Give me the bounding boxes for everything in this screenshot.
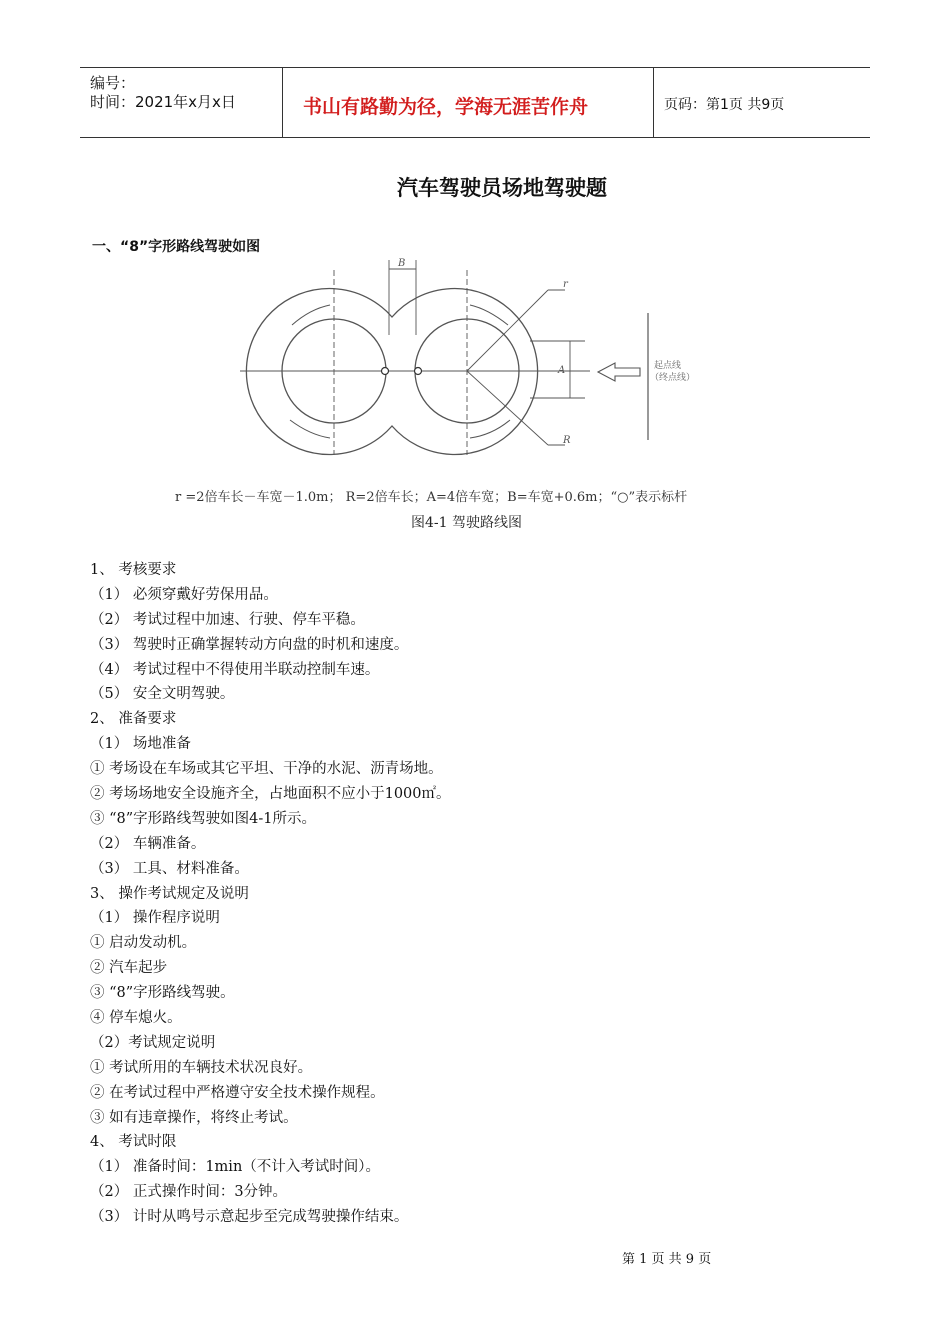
body-line: （2） 车辆准备。 [90, 835, 206, 852]
body-line: （2） 考试过程中加速、行驶、停车平稳。 [90, 611, 365, 628]
figure-8-route-diagram [230, 255, 730, 460]
body-line: （1） 必须穿戴好劳保用品。 [90, 586, 278, 603]
label-b: B [398, 258, 406, 269]
section-heading: 一、“8”字形路线驾驶如图 [92, 239, 261, 255]
figure-formula-caption: r =2倍车长－车宽－1.0m； R=2倍车长；A=4倍车宽；B=车宽+0.6m；“○”表示标杆 [175, 490, 688, 505]
direction-arrow-3 [290, 420, 330, 438]
body-line: （3） 驾驶时正确掌握转动方向盘的时机和速度。 [90, 636, 409, 653]
body-line: ③ “8”字形路线驾驶。 [90, 985, 235, 1002]
start-arrow-icon [598, 363, 640, 381]
body-line: ① 启动发动机。 [90, 935, 197, 952]
page-info: 页码：第1页 共9页 [664, 97, 785, 113]
body-line: （2）考试规定说明 [90, 1034, 216, 1051]
marker-pole-right [415, 368, 422, 375]
body-line: （3） 计时从鸣号示意起步至完成驾驶操作结束。 [90, 1209, 409, 1226]
body-line: 3、 操作考试规定及说明 [90, 885, 249, 902]
body-line: 1、 考核要求 [90, 562, 177, 578]
body-line: ② 汽车起步 [90, 960, 168, 977]
page-footer: 第 1 页 共 9 页 [622, 1252, 712, 1267]
page-title: 汽车驾驶员场地驾驶题 [397, 176, 607, 200]
body-line: ② 考场场地安全设施齐全，占地面积不应小于1000㎡。 [90, 786, 451, 803]
body-line: ③ 如有违章操作，将终止考试。 [90, 1109, 298, 1126]
label-a: A [558, 365, 566, 376]
body-line: 2、 准备要求 [90, 711, 177, 728]
body-line: （4） 考试过程中不得使用半联动控制车速。 [90, 661, 380, 678]
body-text [90, 558, 451, 1230]
number-label: 编号： [90, 74, 136, 92]
body-line: ① 考场设在车场或其它平坦、干净的水泥、沥青场地。 [90, 761, 443, 778]
direction-arrow-2 [470, 305, 508, 325]
header-table [80, 67, 870, 138]
label-end-line: （终点线） [650, 373, 696, 383]
big-r-leader [467, 371, 548, 445]
body-line: （2） 正式操作时间：3分钟。 [90, 1184, 288, 1201]
body-line: ② 在考试过程中严格遵守安全技术操作规程。 [90, 1084, 385, 1101]
header-meta-cell [80, 68, 283, 137]
time-label: 时间：2021年x月x日 [90, 93, 236, 111]
marker-pole-left [382, 368, 389, 375]
body-line: 4、 考试时限 [90, 1134, 177, 1151]
body-line: （1） 准备时间：1min（不计入考试时间）。 [90, 1159, 381, 1176]
label-r: r [563, 279, 568, 290]
body-line: ① 考试所用的车辆技术状况良好。 [90, 1059, 313, 1076]
body-line: （3） 工具、材料准备。 [90, 860, 249, 877]
body-line: ③ “8”字形路线驾驶如图4-1所示。 [90, 810, 317, 827]
motto-text: 书山有路勤为径，学海无涯苦作舟 [303, 96, 589, 118]
body-line: ④ 停车熄火。 [90, 1010, 182, 1027]
header-motto-cell [283, 68, 654, 137]
label-big-r: R [563, 435, 571, 446]
label-start-line: 起点线 [654, 361, 682, 371]
figure-title-caption: 图4-1 驾驶路线图 [411, 515, 522, 531]
body-line: （1） 操作程序说明 [90, 910, 220, 927]
body-line: （1） 场地准备 [90, 736, 191, 753]
r-leader [467, 290, 548, 371]
direction-arrow-1 [292, 305, 330, 325]
body-line: （5） 安全文明驾驶。 [90, 686, 235, 703]
